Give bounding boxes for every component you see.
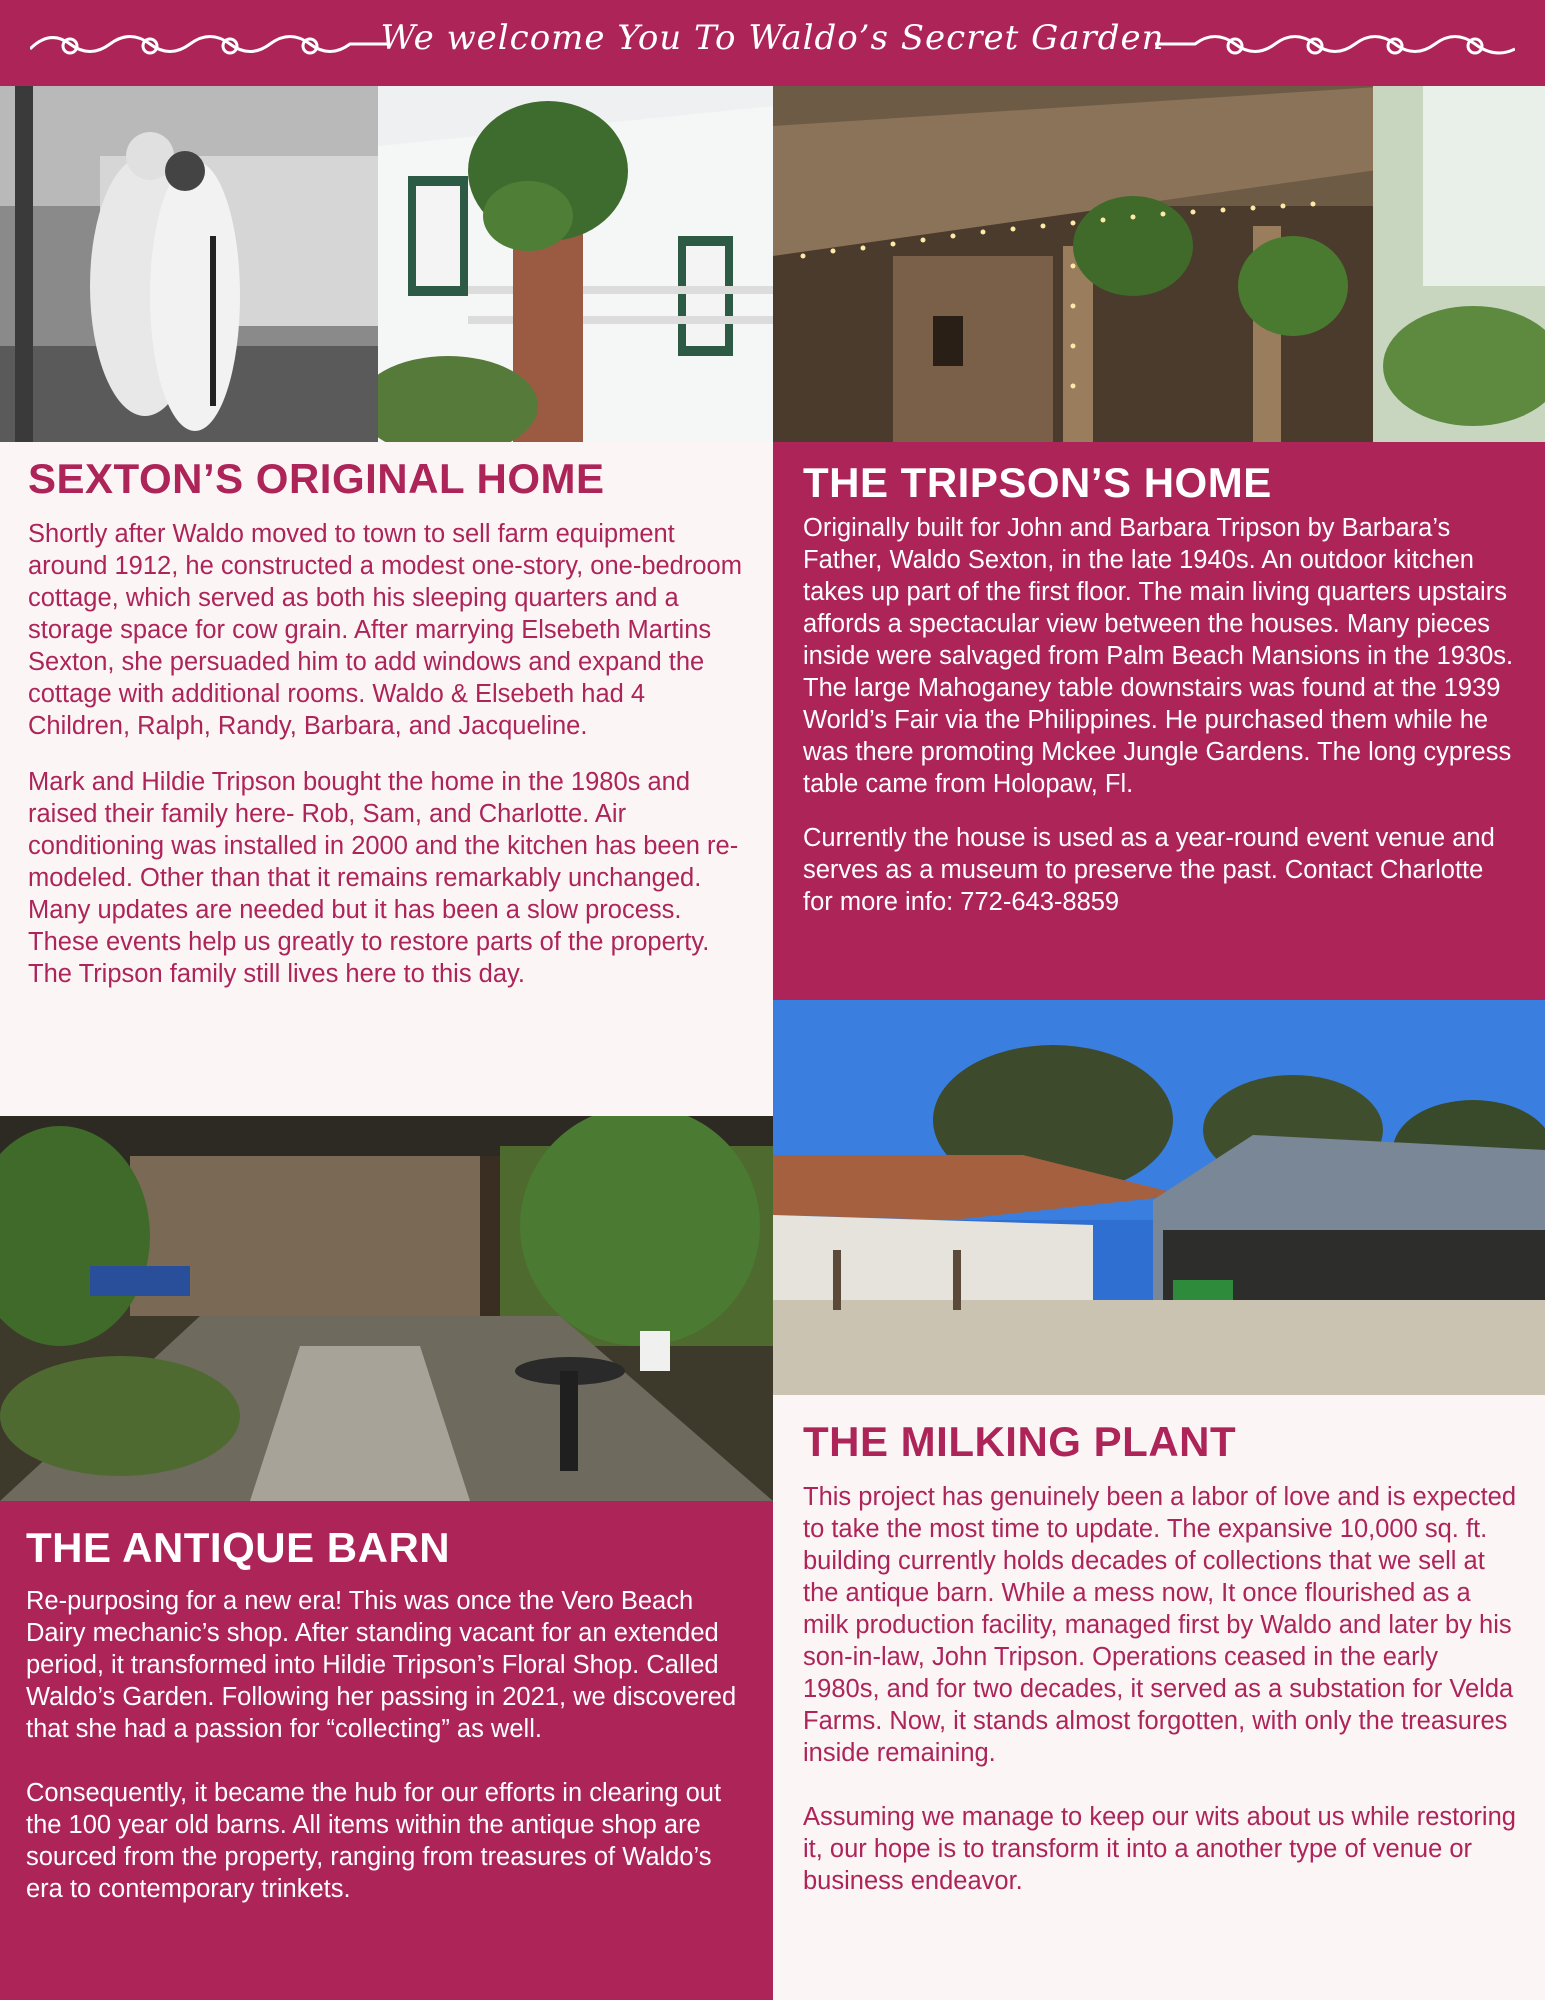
sexton-paragraph-2: Mark and Hildie Tripson bought the home in the 1980s and raised their family here- Rob, Sam, and Charlotte. Air conditioning was installed in 2000 and the kitchen has been re-modeled. Other than that it remains remarkably unchanged. Many updates are needed but it has been a slow process. These events help us greatly to restore parts of the property. The Tripson family still lives here to this day.	[28, 768, 739, 989]
sexton-paragraph-1: Shortly after Waldo moved to town to sell farm equipment around 1912, he constructed a modest one-story, one-bedroom cottage, which served as both his sleeping quarters and a storage space for cow grain. After marrying Elsebeth Martins Sexton, she persuaded him to add windows and expand the cottage with additional rooms. Waldo & Elsebeth had 4 Children, Ralph, Randy, Barbara, and Jacqueline.	[28, 520, 742, 741]
milking-plant-heading: THE MILKING PLANT	[803, 1418, 1237, 1465]
sexton-heading: SEXTON’S ORIGINAL HOME	[28, 455, 605, 502]
antique-barn-paragraph-1: Re-purposing for a new era! This was once the Vero Beach Dairy mechanic’s shop. After standing vacant for an extended period, it transformed into Hildie Tripson’s Floral Shop. Called Waldo’s Garden. Following her passing in 2021, we discovered that she had a passion for “collecting” as well.	[26, 1587, 737, 1744]
milking-plant-section	[773, 1395, 1545, 2000]
tripson-paragraph-2: Currently the house is used as a year-round event venue and serves as a museum to preserve the past. Contact Charlotte for more info: 772-643-8859	[803, 824, 1495, 917]
antique-barn-heading: THE ANTIQUE BARN	[26, 1524, 451, 1571]
tripson-section	[773, 442, 1545, 1000]
tripson-home-photo	[773, 86, 1545, 442]
banner-title: We welcome You To Waldo’s Secret Garden	[380, 18, 1165, 58]
antique-barn-section	[0, 1501, 773, 2000]
tripson-paragraph-1: Originally built for John and Barbara Tripson by Barbara’s Father, Waldo Sexton, in the late 1940s. An outdoor kitchen takes up part of the first floor. The main living quarters upstairs affords a spectacular view between the houses. Many pieces inside were salvaged from Palm Beach Mansions in the 1930s. The large Mahoganey table downstairs was found at the 1939 World’s Fair via the Philippines. He purchased them while he was there promoting Mckee Jungle Gardens. The long cypress table came from Holopaw, Fl.	[803, 514, 1514, 799]
sexton-house-photo	[378, 86, 773, 442]
vintage-couple-photo	[0, 86, 378, 442]
tripson-heading: THE TRIPSON’S HOME	[803, 459, 1272, 506]
milking-plant-paragraph-1: This project has genuinely been a labor of love and is expected to take the most time to update. The expansive 10,000 sq. ft. building currently holds decades of collections that we sell at the antique barn. While a mess now, It once flourished as a milk production facility, managed first by Waldo and later by his son-in-law, John Tripson. Operations ceased in the early 1980s, and for two decades, it served as a substation for Velda Farms. Now, it stands almost forgotten, with only the treasures inside remaining.	[803, 1483, 1517, 1768]
milking-plant-paragraph-2: Assuming we manage to keep our wits about us while restoring it, our hope is to transform it into a another type of venue or business endeavor.	[803, 1803, 1516, 1896]
sexton-section	[0, 442, 773, 1116]
header-banner	[0, 0, 1545, 86]
right-flourish-ornament	[1155, 24, 1515, 64]
antique-barn-photo	[0, 1116, 773, 1501]
antique-barn-paragraph-2: Consequently, it became the hub for our efforts in clearing out the 100 year old barns. All items within the antique shop are sourced from the property, ranging from treasures of Waldo’s era to contemporary trinkets.	[26, 1779, 722, 1904]
milking-plant-photo	[773, 1000, 1545, 1395]
